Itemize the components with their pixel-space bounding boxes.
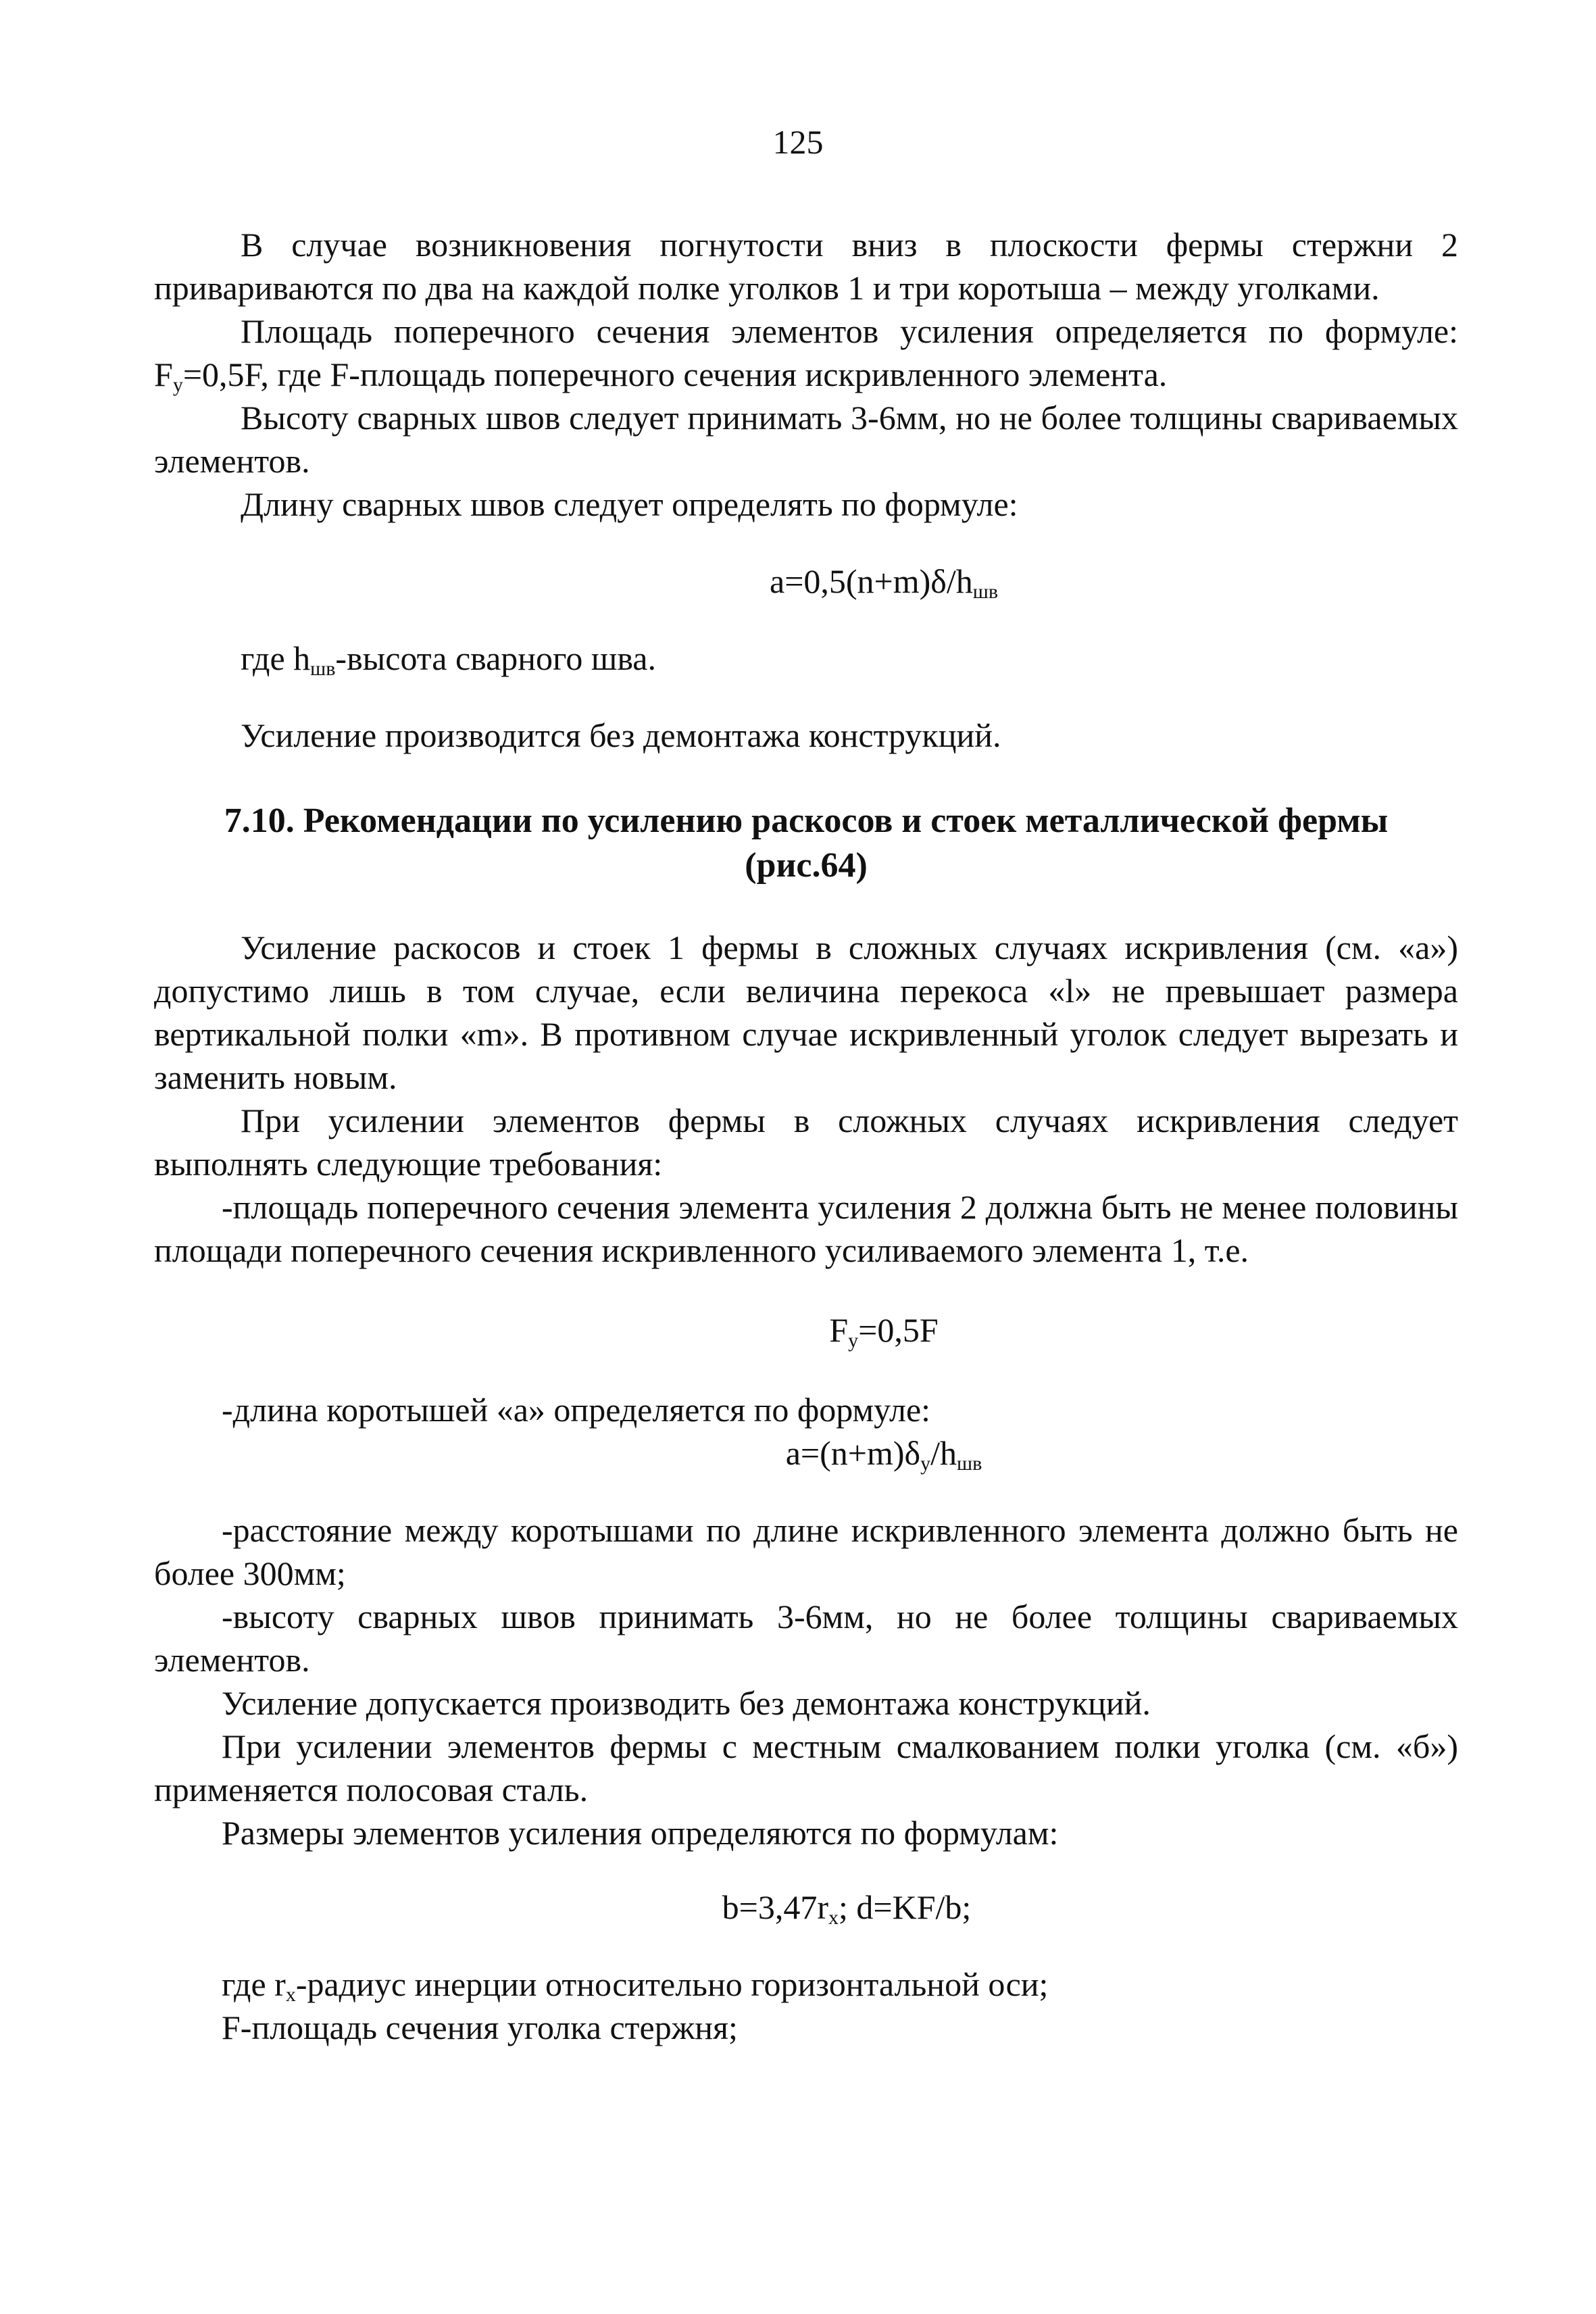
section-heading: 7.10. Рекомендации по усилению раскосов и стоек металлической фермы (рис.64) — [224, 802, 1389, 885]
formula-area — [154, 1308, 1458, 1352]
subscript: x — [828, 1906, 839, 1929]
text: -высота сварного шва. — [335, 639, 656, 677]
subscript: у — [848, 1329, 859, 1352]
paragraph-spacing: -расстояние между коротышами по длине искривленного элемента должно быть не более 300мм; — [154, 1511, 1458, 1592]
subscript: x — [285, 1984, 296, 2006]
page-number: 125 — [772, 123, 824, 161]
subscript: у — [172, 374, 183, 396]
paragraph-no-dismantling-2: Усиление допускается производить без демонтажа конструкций. — [222, 1684, 1151, 1722]
paragraph-where-hshv — [154, 637, 1458, 680]
text: a=(n+m)δ — [785, 1434, 921, 1472]
text: =0,5F, где F-площадь поперечного сечения искривленного элемента. — [182, 355, 1168, 393]
paragraph-diagonals: Усиление раскосов и стоек 1 фермы в сложных случаях искривления (см. «а») допустимо лишь в том случае, если величина перекоса «l» не превышает размера вертикальной полки «m». В противном случае искривленный уголок следует вырезать и заменить новым. — [154, 929, 1458, 1096]
formula-weld-length — [154, 560, 1458, 603]
text: -радиус инерции относительно горизонтальной оси; — [295, 1965, 1049, 2003]
text: /h — [930, 1434, 957, 1472]
paragraph-f-definition: F-площадь сечения уголка стержня; — [222, 2009, 738, 2046]
paragraph-short-length: -длина коротышей «а» определяется по формуле: — [222, 1391, 931, 1429]
text: b=3,47r — [722, 1888, 829, 1926]
text: где r — [222, 1965, 286, 2003]
paragraph-bend-case: В случае возникновения погнутости вниз в плоскости фермы стержни 2 привариваются по два на каждой полке уголков 1 и три коротыша – между уголками. — [154, 226, 1458, 307]
subscript: у — [920, 1452, 931, 1475]
paragraph-weld-height-2: -высоту сварных швов принимать 3-6мм, но не более толщины свариваемых элементов. — [154, 1598, 1458, 1679]
paragraph-area-formula — [154, 310, 1458, 396]
paragraph-area-requirement: -площадь поперечного сечения элемента усиления 2 должна быть не менее половины площади поперечного сечения искривленного усиливаемого элемента 1, т.е. — [154, 1188, 1458, 1269]
text: Площадь поперечного сечения элементов усиления определяется по формуле: F — [154, 312, 1458, 393]
formula-main: a=0,5(n+m)δ/h — [770, 562, 973, 600]
paragraph-local-bend: При усилении элементов фермы с местным смалкованием полки уголка (см. «б») применяется полосовая сталь. — [154, 1727, 1458, 1808]
paragraph-dimensions: Размеры элементов усиления определяются по формулам: — [222, 1814, 1059, 1852]
paragraph-where-rx — [154, 1963, 1458, 2006]
subscript: шв — [956, 1452, 982, 1475]
subscript: шв — [972, 581, 998, 603]
paragraph-no-dismantling: Усиление производится без демонтажа конструкций. — [241, 716, 1001, 754]
paragraph-requirements: При усилении элементов фермы в сложных случаях искривления следует выполнять следующие требования: — [154, 1102, 1458, 1183]
text: F — [829, 1311, 849, 1349]
text: =0,5F — [858, 1311, 939, 1349]
subscript: шв — [310, 658, 336, 680]
paragraph-weld-height: Высоту сварных швов следует принимать 3-6мм, но не более толщины свариваемых элементов. — [154, 399, 1458, 480]
paragraph-weld-length: Длину сварных швов следует определять по формуле: — [241, 485, 1018, 523]
text: ; d=KF/b; — [839, 1888, 972, 1926]
formula-dimensions — [154, 1886, 1458, 1929]
text: где h — [241, 639, 311, 677]
formula-short-length — [154, 1431, 1458, 1475]
page-body — [154, 223, 1458, 2049]
